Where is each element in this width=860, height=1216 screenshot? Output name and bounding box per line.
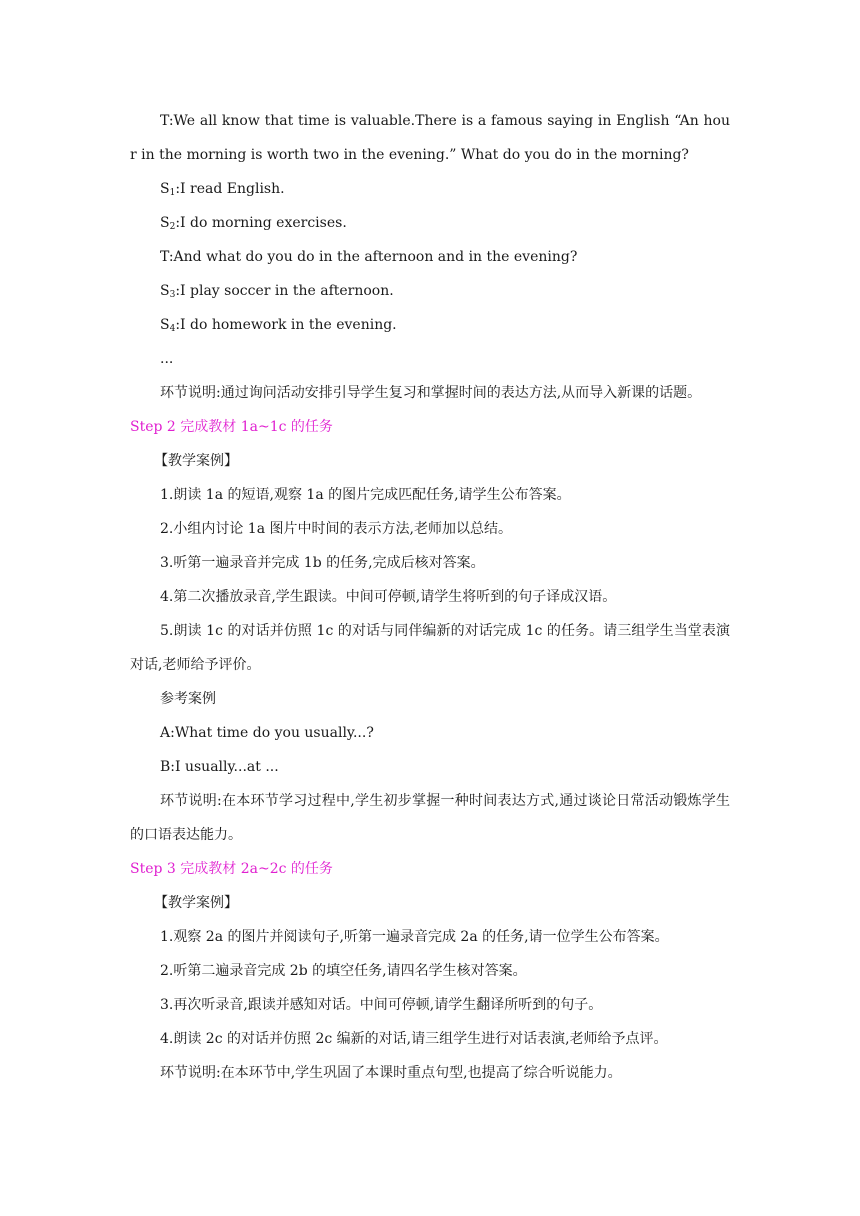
step-3-item-4: 4.朗读 2c 的对话并仿照 2c 编新的对话,请三组学生进行对话表演,老师给予点评。 [160, 1031, 668, 1047]
step-2-item-5: 5.朗读 1c 的对话并仿照 1c 的对话与同伴编新的对话完成 1c 的任务。请三组学生当堂表演对话,老师给予评价。 [130, 623, 730, 673]
student-line-1: $S_1:I$ read English. [160, 181, 285, 198]
teacher-line-1: T:We all know that time is valuable.There is a famous saying in English “An hour in the morning is worth two in the evening.” What do you do in the morning? [130, 113, 730, 163]
step-2-item-1: 1.朗读 1a 的短语,观察 1a 的图片完成匹配任务,请学生公布答案。 [160, 487, 571, 503]
step-2-note: 环节说明:在本环节学习过程中,学生初步掌握一种时间表达方式,通过谈论日常活动锻炼学生的口语表达能力。 [130, 793, 730, 843]
step-3-item-1: 1.观察 2a 的图片并阅读句子,听第一遍录音完成 2a 的任务,请一位学生公布答案。 [160, 929, 669, 945]
step-2-reference-b: B:I usually...at ... [160, 759, 279, 775]
step-2-reference-title: 参考案例 [160, 691, 216, 707]
step-3-item-3: 3.再次听录音,跟读并感知对话。中间可停顿,请学生翻译所听到的句子。 [160, 997, 603, 1013]
step-3-note: 环节说明:在本环节中,学生巩固了本课时重点句型,也提高了综合听说能力。 [160, 1065, 622, 1081]
step-2-heading: Step 2 完成教材 1a~1c 的任务 [130, 419, 333, 435]
student-line-2: $S_2:I$ do morning exercises. [160, 215, 347, 232]
teacher-line-2: T:And what do you do in the afternoon and in the evening? [160, 249, 578, 265]
student-line-3: $S_3:I$ play soccer in the afternoon. [160, 283, 394, 300]
step-2-case-title: 【教学案例】 [154, 453, 238, 469]
document-body [130, 104, 730, 1090]
step-3-case-title: 【教学案例】 [154, 895, 238, 911]
section-note-1: 环节说明:通过询问活动安排引导学生复习和掌握时间的表达方法,从而导入新课的话题。 [160, 385, 702, 401]
step-2-item-4: 4.第二次播放录音,学生跟读。中间可停顿,请学生将听到的句子译成汉语。 [160, 589, 617, 605]
step-2-item-3: 3.听第一遍录音并完成 1b 的任务,完成后核对答案。 [160, 555, 485, 571]
student-line-4: $S_4:I$ do homework in the evening. [160, 317, 397, 334]
step-2-item-2: 2.小组内讨论 1a 图片中时间的表示方法,老师加以总结。 [160, 521, 512, 537]
step-3-item-2: 2.听第二遍录音完成 2b 的填空任务,请四名学生核对答案。 [160, 963, 527, 979]
step-3-heading: Step 3 完成教材 2a~2c 的任务 [130, 861, 333, 877]
ellipsis-line: ... [160, 351, 174, 367]
step-2-reference-a: A:What time do you usually...? [160, 725, 374, 741]
